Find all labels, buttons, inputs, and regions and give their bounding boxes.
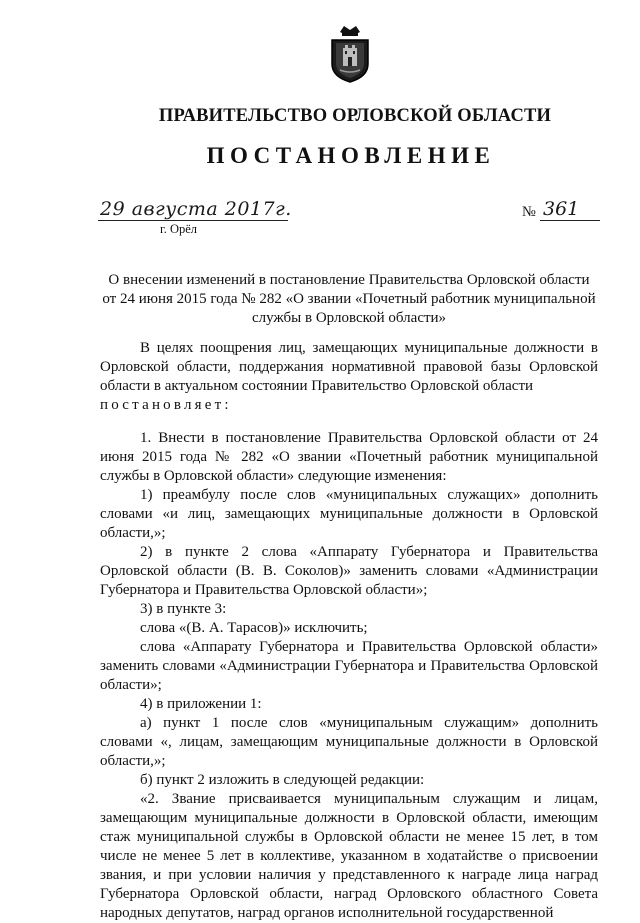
coat-of-arms-icon: [326, 24, 374, 84]
number-label: №: [522, 204, 536, 220]
paragraph: а) пункт 1 после слов «муниципальным служащим» дополнить словами «, лицам, замещающим муниципальные должности в Орловской области,»;: [100, 715, 598, 769]
number-underline: [540, 220, 600, 221]
document-body: [100, 429, 598, 923]
paragraph: 3) в пункте 3:: [140, 601, 227, 617]
paragraph: 1. Внести в постановление Правительства Орловской области от 24 июня 2015 года № 282 «О звании «Почетный работник муниципальной службы в Орловской области» следующие изменения:: [100, 430, 598, 484]
preamble: [100, 339, 598, 415]
date-underline: [98, 220, 288, 221]
document-subject: О внесении изменений в постановление Правительства Орловской области от 24 июня 2015 года № 282 «О звании «Почетный работник муниципальной службы в Орловской области»: [102, 272, 596, 326]
paragraph: «2. Звание присваивается муниципальным служащим и лицам, замещающим муниципальные должности в Орловской области, имеющим стаж муниципальной службы в Орловской области не менее 15 лет, в том числе не менее 5 лет в коллективе, указанном в ходатайстве о присвоении звания, и при условии наличия у представленного к награде лица наград Губернатора Орловской области, наград Орловского областного Совета народных депутатов, наград органов исполнительной государственной: [100, 791, 598, 921]
paragraph: слова «(В. А. Тарасов)» исключить;: [140, 620, 368, 636]
paragraph: 4) в приложении 1:: [140, 696, 262, 712]
paragraph: слова «Аппарату Губернатора и Правительства Орловской области» заменить словами «Администрации Губернатора и Правительства Орловской области»;: [100, 639, 598, 693]
resolves-word: постановляет:: [100, 397, 232, 413]
city-label: г. Орёл: [160, 222, 198, 236]
preamble-text: В целях поощрения лиц, замещающих муниципальные должности в Орловской области, поддержания нормативной правовой базы Орловской области в актуальном состоянии Правительство Орловской области: [100, 340, 598, 394]
paragraph: 1) преамбулу после слов «муниципальных служащих» дополнить словами «и лиц, замещающих муниципальные должности в Орловской области,»;: [100, 487, 598, 541]
paragraph: б) пункт 2 изложить в следующей редакции:: [140, 772, 425, 788]
government-title: ПРАВИТЕЛЬСТВО ОРЛОВСКОЙ ОБЛАСТИ: [158, 106, 552, 126]
paragraph: 2) в пункте 2 слова «Аппарату Губернатора и Правительства Орловской области (В. В. Соколов)» заменить словами «Администрации Губернатора и Правительства Орловской области»;: [100, 544, 598, 598]
handwritten-number: 361: [543, 198, 580, 220]
document-type-title: ПОСТАНОВЛЕНИЕ: [206, 143, 496, 168]
handwritten-date: 29 августа 2017г.: [100, 198, 292, 220]
